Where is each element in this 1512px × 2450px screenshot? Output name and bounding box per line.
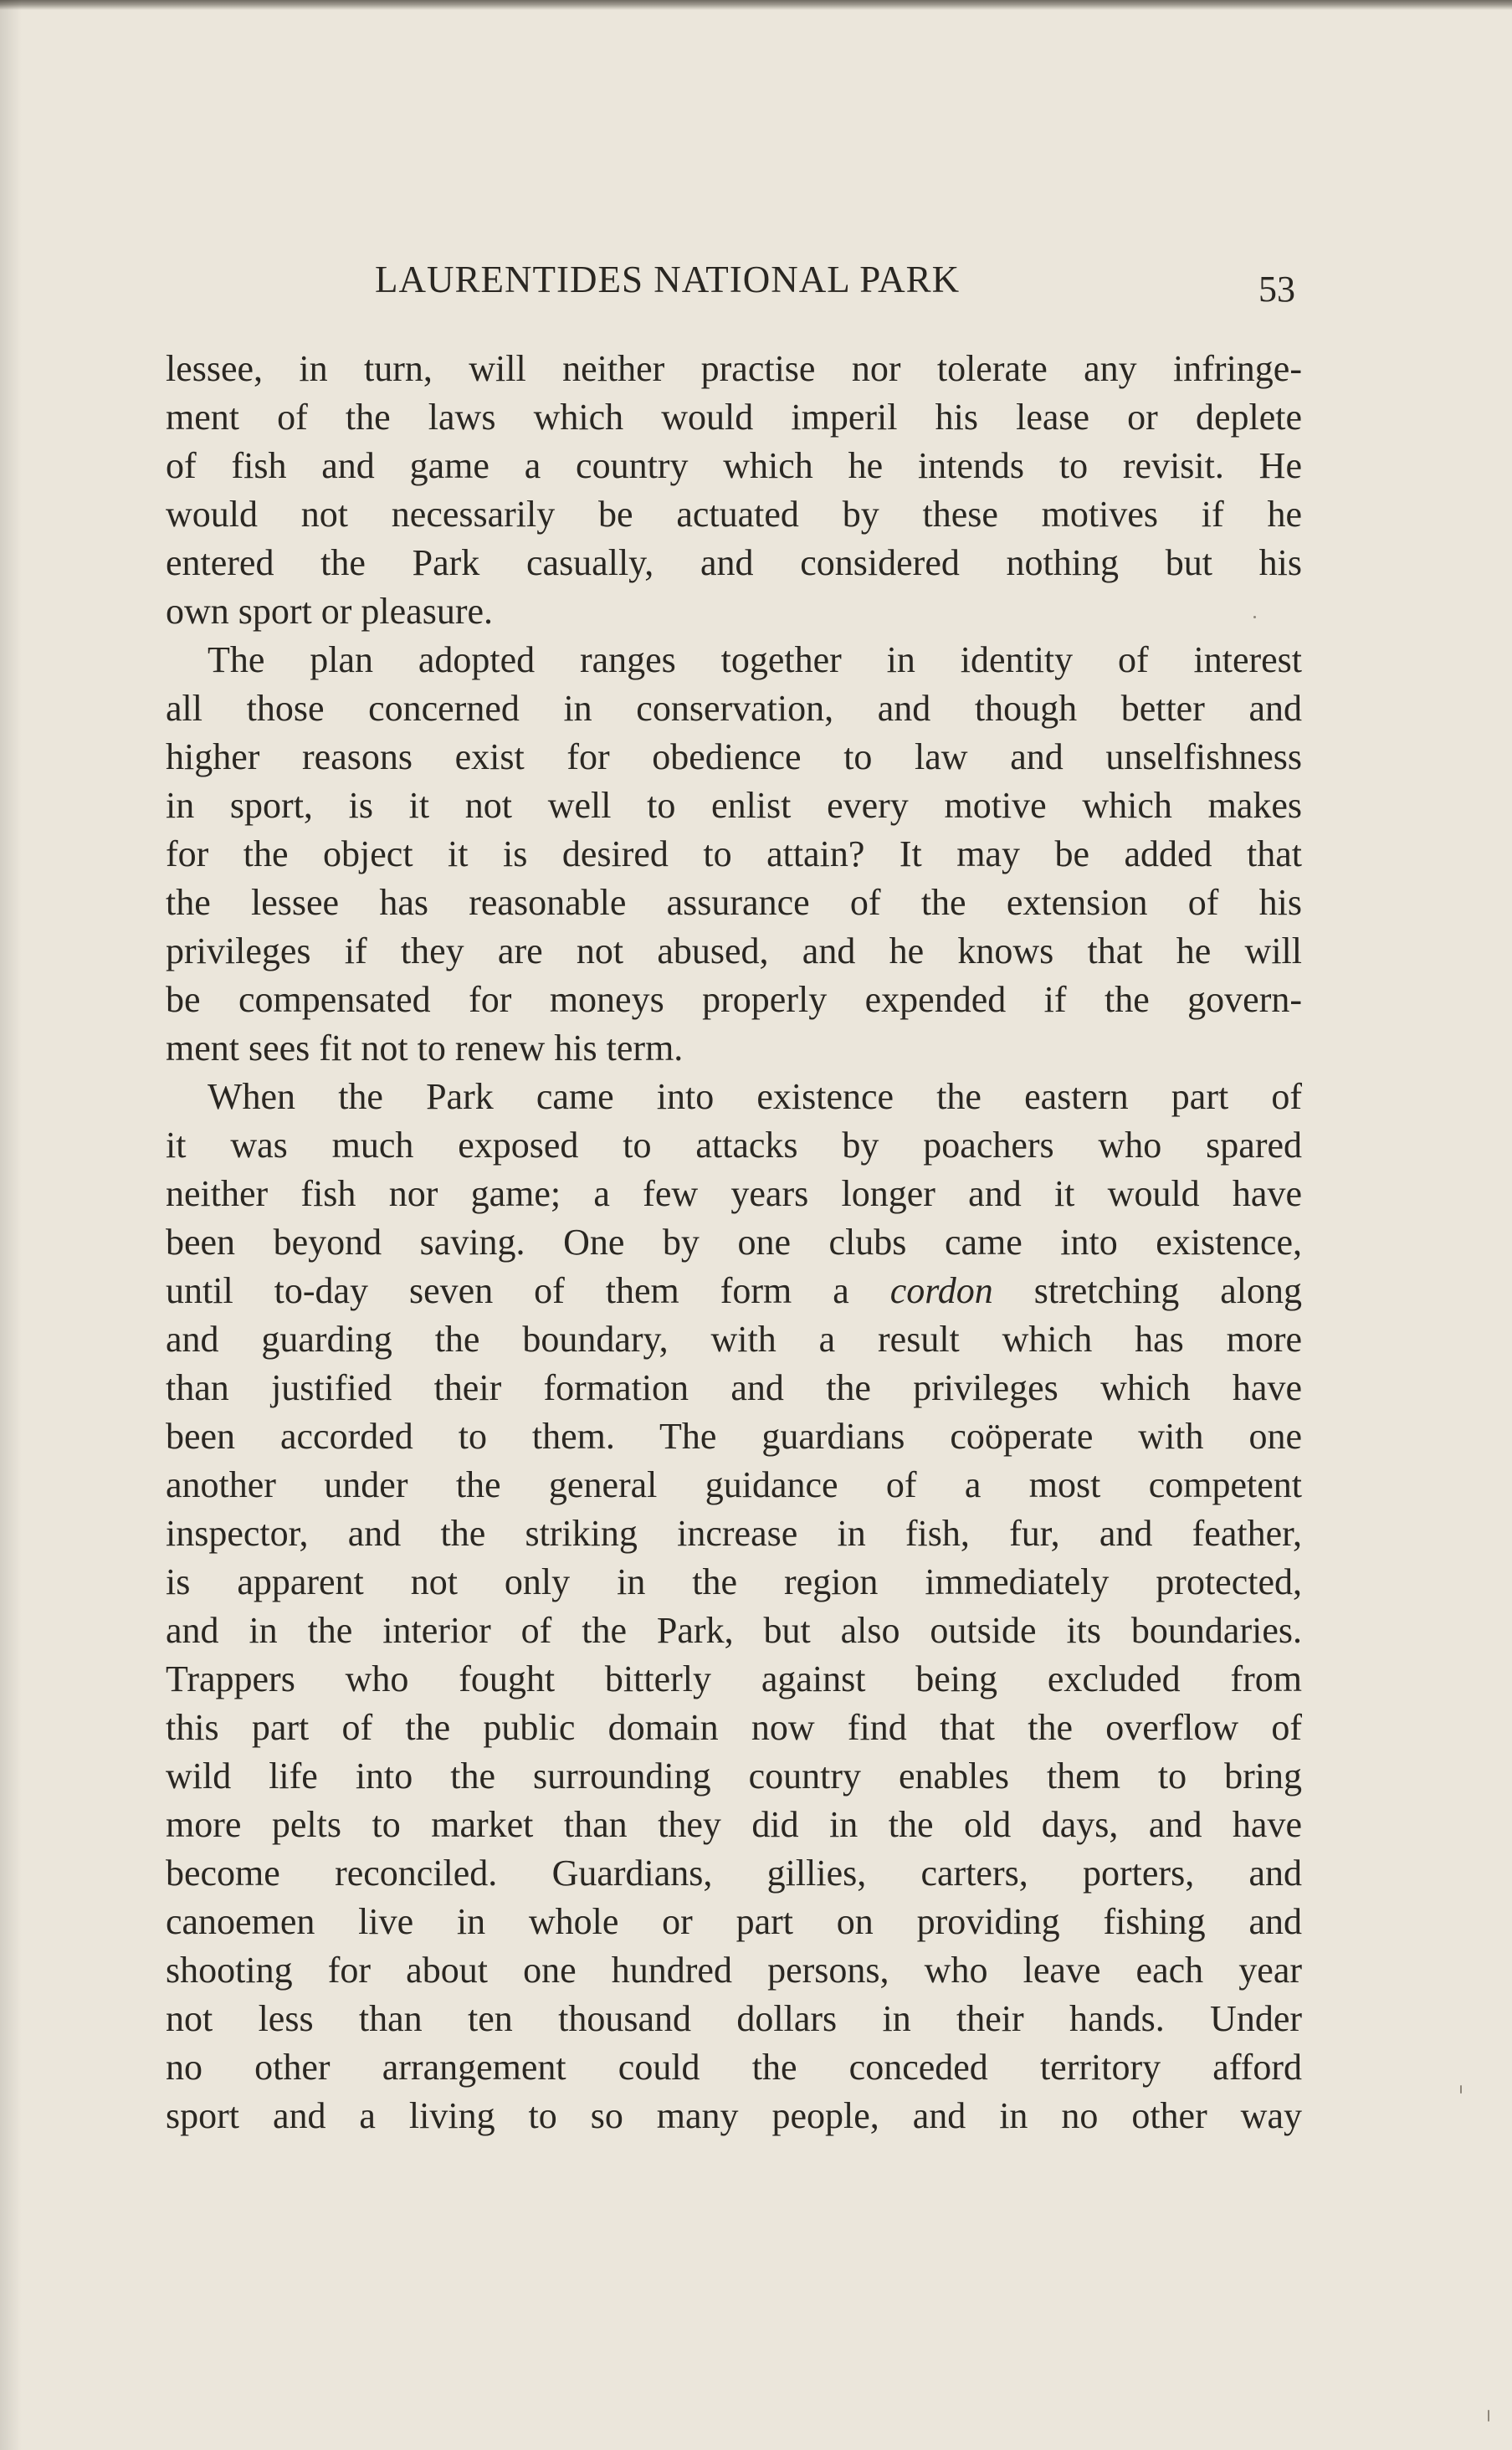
- text-line: this part of the public domain now find that the overflow of: [166, 1707, 1302, 1748]
- text-line: inspector, and the striking increase in fish, fur, and feather,: [166, 1513, 1302, 1554]
- text-line: all those concerned in conservation, and though better and: [166, 688, 1302, 729]
- text-line: The plan adopted ranges together in identity of interest: [208, 639, 1302, 680]
- italic-word: cordon: [889, 1270, 993, 1311]
- text-line: for the object it is desired to attain? It may be added that: [166, 833, 1302, 874]
- text-line: been beyond saving. One by one clubs came into existence,: [166, 1222, 1302, 1263]
- text-line: sport and a living to so many people, and in no other way: [166, 2095, 1302, 2136]
- text-line: and in the interior of the Park, but also outside its boundaries.: [166, 1610, 1302, 1651]
- text-line: is apparent not only in the region immediately protected,: [166, 1561, 1302, 1602]
- text-line: neither fish nor game; a few years longer and it would have: [166, 1173, 1302, 1214]
- text-line: it was much exposed to attacks by poachers who spared: [166, 1125, 1302, 1166]
- gutter-shadow: [0, 0, 22, 2450]
- page-number: 53: [1258, 269, 1295, 310]
- text-line: wild life into the surrounding country enables them to bring: [166, 1755, 1302, 1796]
- text-line: than justified their formation and the privileges which have: [166, 1367, 1302, 1408]
- text-line: privileges if they are not abused, and he knows that he will: [166, 930, 1302, 971]
- text-line: would not necessarily be actuated by these motives if he: [166, 494, 1302, 535]
- text-line: been accorded to them. The guardians coöperate with one: [166, 1416, 1302, 1457]
- paper-speck: [1460, 2085, 1462, 2094]
- text-line: entered the Park casually, and considered nothing but his: [166, 542, 1302, 583]
- text-line: canoemen live in whole or part on providing fishing and: [166, 1901, 1302, 1942]
- text-line: lessee, in turn, will neither practise nor tolerate any infringe-: [166, 348, 1302, 389]
- text-line: until to-day seven of them form a cordon stretching along: [166, 1270, 1302, 1311]
- text-line: own sport or pleasure.: [166, 591, 494, 632]
- text-line: in sport, is it not well to enlist every motive which makes: [166, 785, 1302, 826]
- text-line: Trappers who fought bitterly against being excluded from: [166, 1658, 1302, 1699]
- text-line: and guarding the boundary, with a result which has more: [166, 1319, 1302, 1360]
- text-line: more pelts to market than they did in the old days, and have: [166, 1804, 1302, 1845]
- text-line: of fish and game a country which he intends to revisit. He: [166, 445, 1302, 486]
- text-line: ment of the laws which would imperil his lease or deplete: [166, 397, 1302, 438]
- text-line: become reconciled. Guardians, gillies, carters, porters, and: [166, 1853, 1302, 1894]
- text-line: When the Park came into existence the eastern part of: [208, 1076, 1302, 1117]
- text-line: the lessee has reasonable assurance of the extension of his: [166, 882, 1302, 923]
- text-line: be compensated for moneys properly expended if the govern-: [166, 979, 1302, 1020]
- paper-speck: [1253, 616, 1256, 618]
- text-line: higher reasons exist for obedience to law and unselfishness: [166, 736, 1302, 777]
- body-text: [166, 345, 1302, 2140]
- running-head: LAURENTIDES NATIONAL PARK: [375, 259, 961, 300]
- text-line: no other arrangement could the conceded territory afford: [166, 2047, 1302, 2088]
- paper-speck: [1488, 2410, 1489, 2422]
- text-line: not less than ten thousand dollars in their hands. Under: [166, 1998, 1302, 2039]
- page-top-edge: [0, 0, 1512, 10]
- text-line: ment sees fit not to renew his term.: [166, 1028, 684, 1069]
- text-line: another under the general guidance of a most competent: [166, 1464, 1302, 1505]
- text-line: shooting for about one hundred persons, who leave each year: [166, 1950, 1302, 1991]
